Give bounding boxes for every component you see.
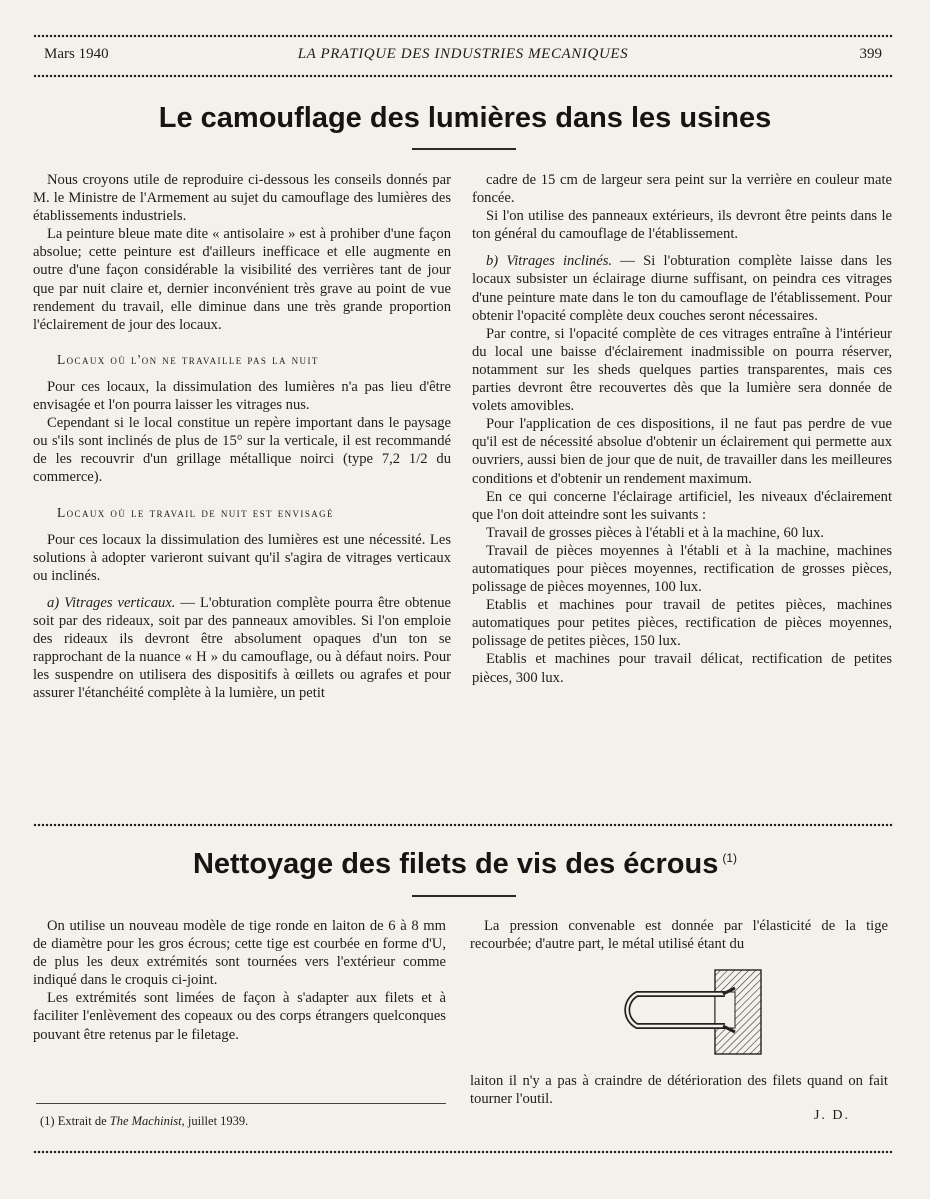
- paragraph: Les extrémités sont limées de façon à s'adapter aux filets et à faciliter l'enlèvement des copeaux ou des corps étrangers quelconques pouvant être retenus par le filetage.: [33, 990, 446, 1043]
- article1-left-column: [33, 171, 451, 702]
- paragraph: Etablis et machines pour travail de petites pièces, machines automatiques pour petites pièces, rectification de pièces moyennes, polissage de petites pièces, 150 lux.: [472, 597, 892, 650]
- u-rod-nut-figure: [597, 966, 765, 1070]
- footnote: (1) Extrait de The Machinist, juillet 1939.: [40, 1114, 249, 1128]
- paragraph: laiton il n'y a pas à craindre de détérioration des filets quand on fait tourner l'outil.: [470, 1073, 888, 1108]
- paragraph: On utilise un nouveau modèle de tige ronde en laiton de 6 à 8 mm de diamètre pour les gros écrous; cette tige est courbée en forme d'U, de plus les deux extrémités sont tournées vers l'extérieur comme indiqué dans le croquis ci-joint.: [33, 918, 446, 989]
- top-dotted-rule: [33, 34, 893, 38]
- paragraph: En ce qui concerne l'éclairage artificiel, les niveaux d'éclairement que l'on doit atteindre sont les suivants :: [472, 488, 892, 523]
- article1-title: Le camouflage des lumières dans les usines: [158, 102, 772, 134]
- paragraph: Travail de pièces moyennes à l'établi et à la machine, machines automatiques pour pièces moyennes, rectification de grosses pièces, polissage de pièces moyennes, 100 lux.: [472, 542, 892, 596]
- article2-left-column: [33, 917, 446, 1044]
- running-header: [44, 44, 882, 68]
- paragraph: b) Vitrages inclinés. — Si l'obturation complète laisse dans les locaux subsister un éclairage diurne suffisant, on peindra ces vitrages d'une peinture mate dans le ton du camouflage de l'établissement. Pour obtenir l'opacité complète deux couches seront nécessaires.: [472, 253, 892, 324]
- article2-right-column-bottom: [470, 1072, 888, 1108]
- header-date: Mars 1940: [44, 46, 109, 62]
- paragraph: Par contre, si l'opacité complète de ces vitrages entraîne à l'intérieur du local une baisse d'éclairement inadmissible on pourra réserver, notamment sur les sheds quelques parties transparentes, mais ces parties devront être recouvertes dès que la lumière sera donnée de volets amovibles.: [472, 325, 892, 415]
- paragraph: Pour ces locaux la dissimulation des lumières est une nécessité. Les solutions à adopter varieront suivant qu'il s'agira de vitrages verticaux ou inclinés.: [33, 531, 451, 584]
- paragraph-label: a) Vitrages verticaux.: [47, 594, 176, 611]
- paragraph: La peinture bleue mate dite « antisolaire » est à prohiber d'une façon absolue; cette peinture est d'ailleurs inefficace et elle augmente en outre d'une façon considérable la visibilité des verrières tant de jour que par nuit claire et, dernier inconvénient très grave au point de vue rendement du travail, elle diminue dans une très grande proportion l'éclairement de jour des locaux.: [33, 226, 451, 333]
- footnote-source: The Machinist: [109, 1114, 182, 1128]
- footnote-rule: [36, 1103, 446, 1104]
- header-journal-title: LA PRATIQUE DES INDUSTRIES MECANIQUES: [297, 46, 629, 62]
- section-dotted-rule: [33, 823, 893, 827]
- paragraph: cadre de 15 cm de largeur sera peint sur la verrière en couleur mate foncée.: [472, 172, 892, 207]
- paragraph: Nous croyons utile de reproduire ci-dessous les conseils donnés par M. le Ministre de l'Armement au sujet du camouflage des lumières des établissements industriels.: [33, 172, 451, 225]
- header-page-number: 399: [859, 46, 882, 62]
- paragraph: a) Vitrages verticaux. — L'obturation complète pourra être obtenue soit par des rideaux, soit par des panneaux amovibles. Si l'on emploie des rideaux ils devront être absolument opaques d'un ton se rapprochant de la nuance « H » du camouflage, ou à défaut noirs. Pour les suspendre on utilisera des dispositifs à œillets ou agrafes et pour assurer l'étanchéité complète à la lumière, un petit: [33, 594, 452, 702]
- paragraph: La pression convenable est donnée par l'élasticité de la tige recourbée; d'autre part, le métal utilisé étant du: [470, 918, 888, 953]
- article1-right-column: [472, 171, 892, 687]
- bottom-dotted-rule: [33, 1150, 893, 1154]
- article2-right-column-top: [470, 917, 888, 953]
- footnote-marker: (1): [722, 851, 738, 866]
- article2-title-rule: [412, 895, 516, 897]
- article1-title-rule: [412, 148, 516, 150]
- article2-title: Nettoyage des filets de vis des écrous $^{(1)}$: [192, 848, 738, 880]
- header-dotted-rule: [33, 74, 893, 78]
- paragraph-label: b) Vitrages inclinés.: [486, 253, 613, 270]
- paragraph: Si l'on utilise des panneaux extérieurs, ils devront être peints dans le ton général du camouflage de l'établissement.: [472, 208, 892, 243]
- author-signature: J. D.: [813, 1108, 850, 1123]
- paragraph: Pour ces locaux, la dissimulation des lumières n'a pas lieu d'être envisagée et l'on pourra laisser les vitrages nus.: [33, 378, 451, 414]
- u-rod-nut-drawing: [597, 966, 765, 1070]
- paragraph: Pour l'application de ces dispositions, il ne faut pas perdre de vue qu'il est de nécessité absolue d'obtenir un éclairement qui permette aux ouvriers, aussi bien de jour que de nuit, de travailler dans les meilleures conditions et d'obtenir un rendement maximum.: [472, 416, 892, 487]
- section-subheading: Locaux où l'on ne travaille pas la nuit: [57, 351, 319, 367]
- paragraph: Etablis et machines pour travail délicat, rectification de petites pièces, 300 lux.: [472, 651, 892, 686]
- paragraph: Travail de grosses pièces à l'établi et à la machine, 60 lux.: [486, 524, 825, 541]
- paragraph: Cependant si le local constitue un repère important dans le paysage ou s'ils sont inclinés de plus de 15° sur la verticale, il est recommandé de les recouvrir d'un grillage métallique noirci (type 7,2 1/2 du commerce).: [33, 415, 451, 486]
- section-subheading: Locaux où le travail de nuit est envisagé: [57, 504, 334, 520]
